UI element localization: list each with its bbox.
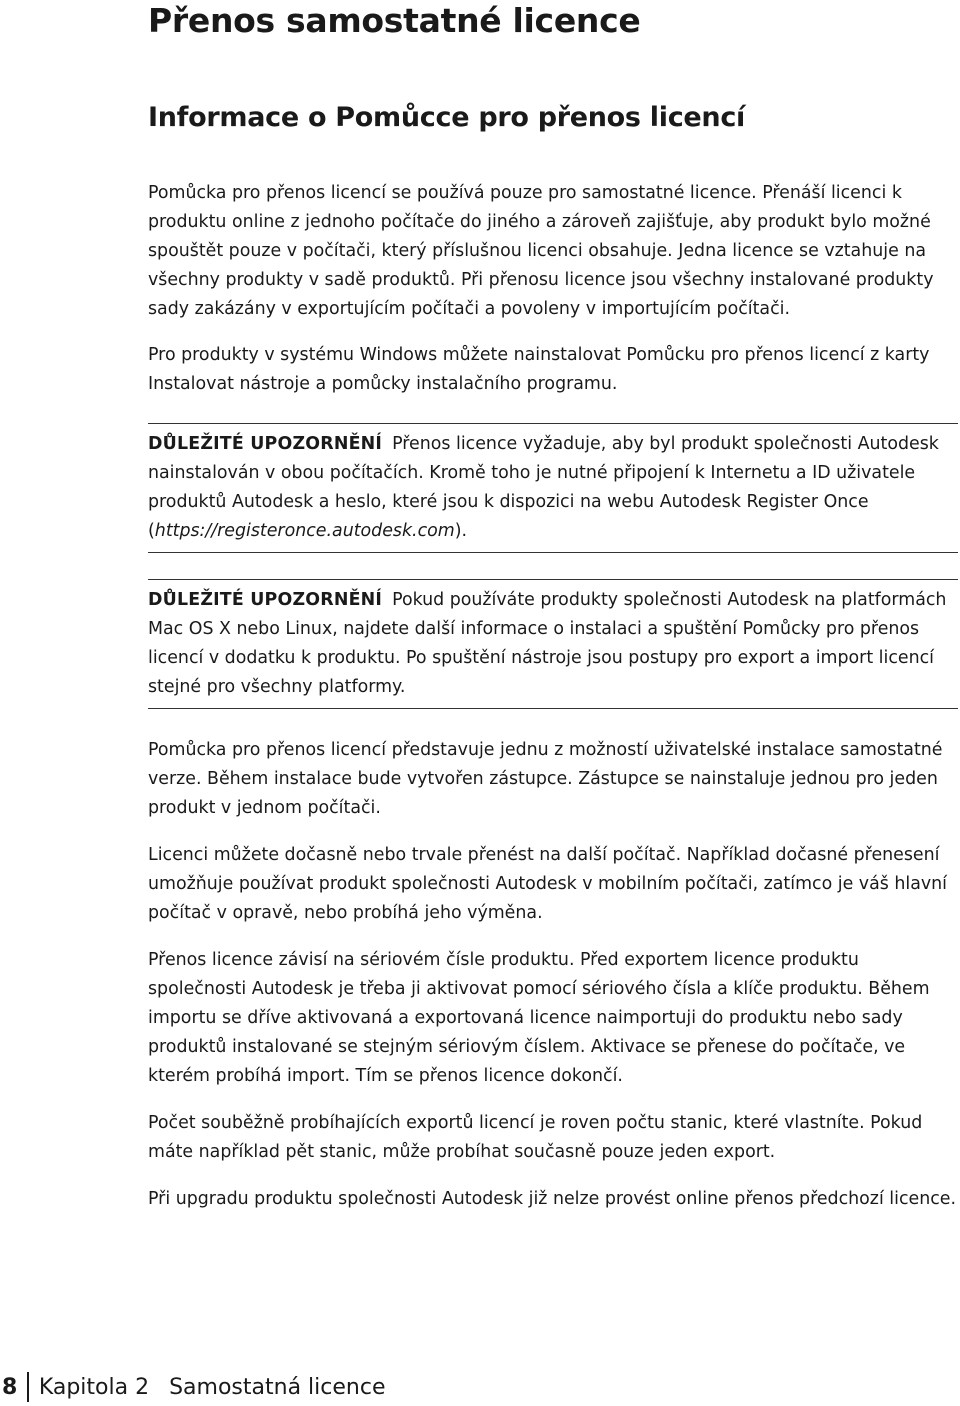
- body-paragraph: Počet souběžně probíhajících exportů licencí je roven počtu stanic, které vlastníte. Pokud máte například pět stanic, může probíhat současně pouze jeden export.: [148, 1113, 923, 1162]
- register-once-link[interactable]: https://registeronce.autodesk.com: [154, 521, 455, 541]
- note-label: DŮLEŽITÉ UPOZORNĚNÍ: [148, 590, 383, 610]
- footer-chapter-title: Samostatná licence: [169, 1374, 386, 1400]
- page-title: Přenos samostatné licence: [148, 1, 641, 40]
- page-number: 8: [2, 1374, 18, 1400]
- body-paragraph: Při upgradu produktu společnosti Autodesk již nelze provést online přenos předchozí licence.: [148, 1189, 957, 1209]
- page-footer: [0, 1370, 385, 1404]
- note-body-end: ).: [454, 521, 468, 541]
- footer-chapter: Kapitola 2: [38, 1374, 150, 1400]
- main-content: [148, 100, 958, 1232]
- important-note: [148, 423, 958, 553]
- note-label: DŮLEŽITÉ UPOZORNĚNÍ: [148, 434, 383, 454]
- body-paragraph: Přenos licence závisí na sériovém čísle produktu. Před exportem licence produktu společnosti Autodesk je třeba ji aktivovat pomocí sériového čísla a klíče produktu. Během importu se dříve aktivovaná a exportovaná licence naimportuji do produktu nebo sady produktů instalované se stejným sériovým číslem. Aktivace se přenese do počítače, ve kterém probíhá import. Tím se přenos licence dokončí.: [148, 950, 930, 1086]
- note-body: Přenos licence vyžaduje, aby byl produkt společnosti Autodesk nainstalován v obou počítačích. Kromě toho je nutné připojení k Internetu a ID uživatele produktů Autodesk a heslo, které jsou k dispozici na webu Autodesk Register Once (: [148, 434, 939, 541]
- footer-divider: [27, 1372, 29, 1402]
- intro-paragraph: Pro produkty v systému Windows můžete nainstalovat Pomůcku pro přenos licencí z karty Instalovat nástroje a pomůcky instalačního programu.: [148, 345, 930, 394]
- section-title: Informace o Pomůcce pro přenos licencí: [148, 102, 746, 133]
- intro-paragraph: Pomůcka pro přenos licencí se používá pouze pro samostatné licence. Přenáší licenci k produktu online z jednoho počítače do jiného a zároveň zajišťuje, aby produkt bylo možné spouštět pouze v počítači, který příslušnou licenci obsahuje. Jedna licence se vztahuje na všechny produkty v sadě produktů. Při přenosu licence jsou všechny instalované produkty sady zakázány v exportujícím počítači a povoleny v importujícím počítači.: [148, 183, 934, 319]
- important-note: [148, 579, 958, 709]
- body-paragraph: Pomůcka pro přenos licencí představuje jednu z možností uživatelské instalace samostatné verze. Během instalace bude vytvořen zástupce. Zástupce se nainstaluje jednou pro jeden produkt v jednom počítači.: [148, 740, 943, 818]
- body-paragraph: Licenci můžete dočasně nebo trvale přenést na další počítač. Například dočasné přenesení umožňuje používat produkt společnosti Autodesk v mobilním počítači, zatímco je váš hlavní počítač v opravě, nebo probíhá jeho výměna.: [148, 845, 948, 923]
- note-text: [148, 430, 958, 546]
- note-body: Pokud používáte produkty společnosti Autodesk na platformách Mac OS X nebo Linux, najdete další informace o instalaci a spuštění Pomůcky pro přenos licencí v dodatku k produktu. Po spuštění nástroje jsou postupy pro export a import licencí stejné pro všechny platformy.: [148, 590, 947, 697]
- note-text: [148, 586, 958, 702]
